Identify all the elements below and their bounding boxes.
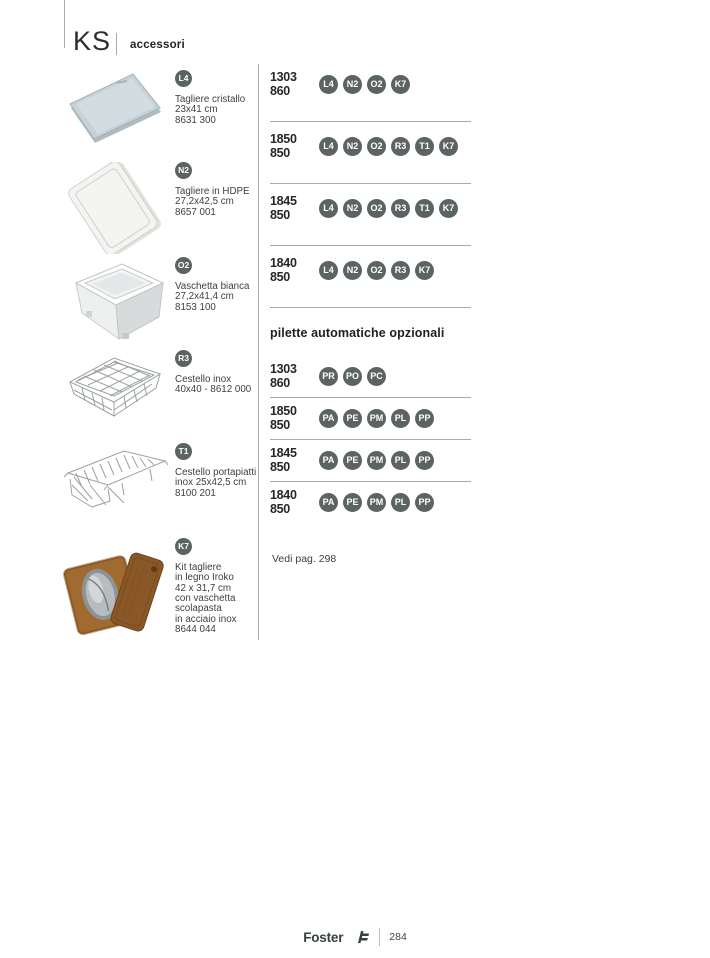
model-row	[270, 70, 471, 122]
product-cestello-portapiatti	[62, 441, 258, 499]
accessory-badge-l4: L4	[319, 261, 338, 280]
badge-group	[319, 367, 386, 386]
accessory-badge-t1: T1	[175, 443, 192, 460]
top-left-rule	[64, 0, 65, 48]
accessory-badge-pm: PM	[367, 409, 386, 428]
model-row	[270, 122, 471, 184]
accessory-badge-pa: PA	[319, 451, 338, 470]
product-text-line: 8657 001	[175, 206, 216, 218]
product-description	[175, 187, 258, 218]
header-divider	[116, 33, 117, 55]
badge-group	[319, 199, 458, 218]
accessory-badge-pp: PP	[415, 409, 434, 428]
inox-dish-rack-image	[62, 443, 168, 515]
product-tagliere-hdpe	[62, 160, 258, 218]
accessory-badge-pe: PE	[343, 493, 362, 512]
accessory-badge-pm: PM	[367, 493, 386, 512]
product-text-line: scolapasta	[175, 603, 222, 615]
product-text-line: inox 25x42,5 cm	[175, 477, 247, 489]
model-number: 1845 850	[270, 194, 297, 222]
inox-wire-basket-image	[62, 350, 168, 422]
accessory-badge-pl: PL	[391, 493, 410, 512]
product-text-line: in acciaio inox	[175, 613, 237, 625]
accessory-badge-n2: N2	[175, 162, 192, 179]
accessory-badge-o2: O2	[367, 75, 386, 94]
accessory-badge-k7: K7	[415, 261, 434, 280]
accessory-badge-k7: K7	[439, 199, 458, 218]
product-text-line: 8644 044	[175, 624, 216, 636]
white-basin-image	[62, 257, 168, 349]
accessory-badge-l4: L4	[175, 70, 192, 87]
accessory-badge-pl: PL	[391, 451, 410, 470]
model-number: 1850 850	[270, 404, 297, 432]
accessory-badge-pc: PC	[367, 367, 386, 386]
accessory-badge-l4: L4	[319, 137, 338, 156]
product-description	[175, 468, 258, 499]
accessory-badge-po: PO	[343, 367, 362, 386]
product-description	[175, 375, 258, 396]
product-text-line: Tagliere cristallo	[175, 93, 246, 105]
product-text-line: Cestello portapiatti	[175, 466, 257, 478]
product-text-line: 40x40 - 8612 000	[175, 384, 252, 396]
hdpe-cutting-board-image	[62, 162, 168, 254]
accessory-badge-pr: PR	[319, 367, 338, 386]
section-title: accessori	[130, 39, 185, 51]
model-row	[270, 362, 471, 398]
model-row	[270, 246, 471, 308]
accessory-badge-pp: PP	[415, 493, 434, 512]
accessory-badge-pm: PM	[367, 451, 386, 470]
accessory-badge-pa: PA	[319, 409, 338, 428]
product-text-line: 23x41 cm	[175, 104, 218, 116]
product-kit-tagliere-legno	[62, 536, 258, 636]
footer-divider	[379, 928, 380, 946]
product-tagliere-cristallo	[62, 68, 258, 126]
column-divider	[258, 64, 259, 640]
accessory-badge-o2: O2	[175, 257, 192, 274]
model-number: 1840 850	[270, 488, 297, 516]
badge-group	[319, 137, 458, 156]
product-vaschetta-bianca	[62, 255, 258, 313]
glass-cutting-board-image	[62, 70, 168, 148]
product-text-line: Vaschetta bianca	[175, 280, 250, 292]
accessory-badge-k7: K7	[175, 538, 192, 555]
badge-group	[319, 409, 434, 428]
accessory-badge-pp: PP	[415, 451, 434, 470]
badge-group	[319, 451, 434, 470]
accessory-badge-o2: O2	[367, 261, 386, 280]
product-text-line: 8153 100	[175, 301, 216, 313]
model-number: 1850 850	[270, 132, 297, 160]
model-row	[270, 440, 471, 482]
product-text-line: Tagliere in HDPE	[175, 185, 250, 197]
product-text-line: Cestello inox	[175, 373, 232, 385]
model-row	[270, 398, 471, 440]
accessory-badge-r3: R3	[391, 137, 410, 156]
accessory-badge-n2: N2	[343, 137, 362, 156]
accessory-badge-t1: T1	[415, 137, 434, 156]
accessory-badge-t1: T1	[415, 199, 434, 218]
accessory-badge-n2: N2	[343, 261, 362, 280]
model-number: 1840 850	[270, 256, 297, 284]
model-compatibility-rows	[270, 70, 471, 308]
product-text-line: 8631 300	[175, 114, 216, 126]
badge-group	[319, 75, 410, 94]
accessory-badge-pl: PL	[391, 409, 410, 428]
brand-logo: Foster	[303, 929, 344, 945]
accessory-badge-k7: K7	[391, 75, 410, 94]
product-text-line: 42 x 31,7 cm	[175, 582, 232, 594]
badge-group	[319, 493, 434, 512]
iroko-wood-board-kit-image	[62, 538, 168, 642]
model-row	[270, 482, 471, 523]
product-text-line: 8100 201	[175, 487, 216, 499]
product-description	[175, 95, 258, 126]
accessory-badge-r3: R3	[391, 199, 410, 218]
pilette-heading: pilette automatiche opzionali	[270, 326, 445, 340]
accessory-badge-o2: O2	[367, 137, 386, 156]
accessory-badge-l4: L4	[319, 75, 338, 94]
product-text-line: 27,2x41,4 cm	[175, 291, 234, 303]
model-number: 1303 860	[270, 362, 297, 390]
product-text-line: Kit tagliere	[175, 561, 222, 573]
model-number: 1845 850	[270, 446, 297, 474]
product-text-line: in legno Iroko	[175, 572, 234, 584]
series-code: KS	[73, 26, 112, 56]
accessory-badge-k7: K7	[439, 137, 458, 156]
accessory-badge-l4: L4	[319, 199, 338, 218]
page-footer	[0, 928, 710, 946]
see-page-note: Vedi pag. 298	[272, 553, 337, 565]
product-description	[175, 282, 258, 313]
product-description	[175, 563, 258, 636]
accessory-badge-r3: R3	[391, 261, 410, 280]
accessory-badge-o2: O2	[367, 199, 386, 218]
accessory-badge-n2: N2	[343, 199, 362, 218]
compatibility-column	[270, 70, 471, 565]
accessory-badge-pa: PA	[319, 493, 338, 512]
accessory-badge-r3: R3	[175, 350, 192, 367]
product-text-line: 27,2x42,5 cm	[175, 196, 234, 208]
badge-group	[319, 261, 434, 280]
model-number: 1303 860	[270, 70, 297, 98]
product-cestello-inox	[62, 348, 258, 396]
page-number: 284	[389, 931, 407, 943]
pilette-rows	[270, 362, 471, 523]
model-row	[270, 184, 471, 246]
accessory-badge-n2: N2	[343, 75, 362, 94]
foster-logo-icon	[354, 931, 370, 943]
product-text-line: con vaschetta	[175, 592, 236, 604]
accessory-badge-pe: PE	[343, 451, 362, 470]
accessory-badge-pe: PE	[343, 409, 362, 428]
